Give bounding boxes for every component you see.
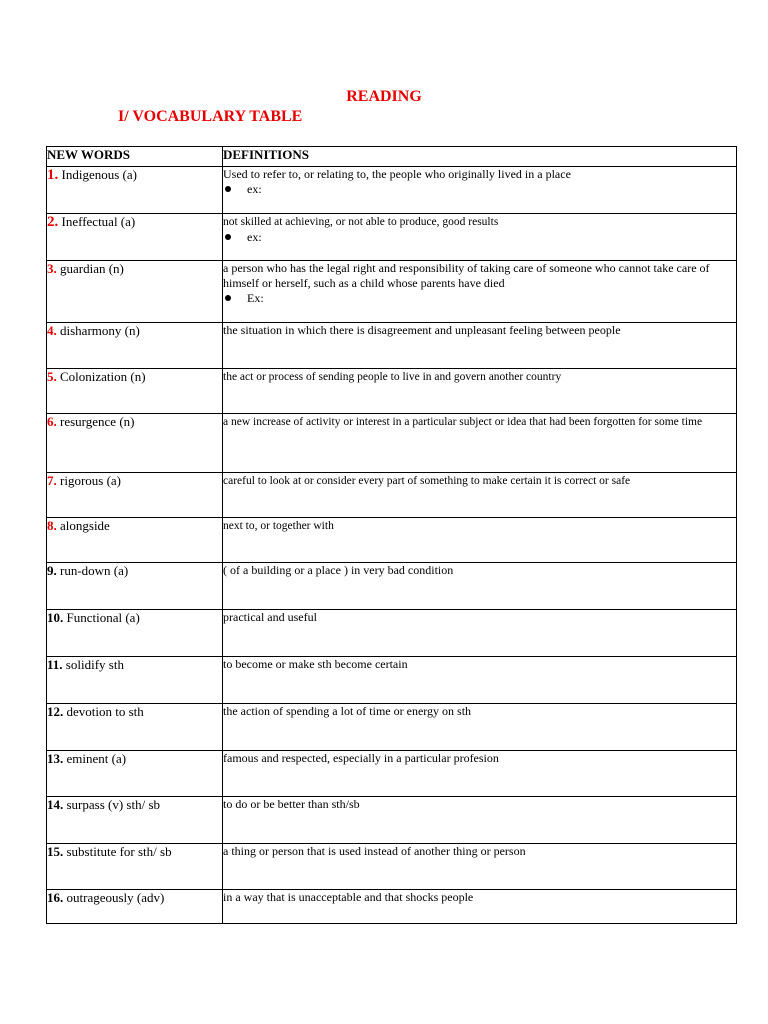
definition-text: ( of a building or a place ) in very bad condition bbox=[223, 563, 454, 577]
definition-text: a new increase of activity or interest in a particular subject or idea that had been forgotten for some time bbox=[223, 416, 703, 428]
row-number: 8. bbox=[47, 518, 57, 533]
definition-text: to become or make sth become certain bbox=[223, 657, 408, 671]
definition-text: Used to refer to, or relating to, the people who originally lived in a place bbox=[223, 167, 571, 181]
definition-text: famous and respected, especially in a particular profesion bbox=[223, 751, 499, 765]
table-header-row bbox=[47, 147, 737, 167]
table-row bbox=[47, 323, 737, 369]
definition-text: next to, or together with bbox=[223, 520, 334, 532]
vocabulary-table bbox=[46, 146, 737, 924]
word-cell bbox=[47, 657, 223, 704]
word-cell bbox=[47, 414, 223, 473]
row-number: 1. bbox=[47, 167, 59, 183]
table-row bbox=[47, 261, 737, 323]
document-title: READING bbox=[346, 88, 422, 105]
word-text: guardian (n) bbox=[60, 261, 124, 276]
word-text: rigorous (a) bbox=[60, 473, 122, 488]
example-bullet bbox=[223, 291, 736, 306]
example-text: ex: bbox=[247, 182, 262, 196]
word-cell bbox=[47, 563, 223, 610]
word-cell bbox=[47, 261, 223, 323]
definition-cell bbox=[223, 844, 737, 890]
table-row bbox=[47, 704, 737, 751]
word-text: Functional (a) bbox=[66, 610, 140, 625]
table-row bbox=[47, 563, 737, 610]
definition-cell bbox=[223, 704, 737, 751]
table-row bbox=[47, 751, 737, 797]
word-text: eminent (a) bbox=[66, 751, 127, 766]
definition-text: a person who has the legal right and responsibility of taking care of someone who cannot take care of himself or herself, such as a child whose parents have died bbox=[223, 261, 710, 290]
row-number: 7. bbox=[47, 473, 57, 488]
table-row bbox=[47, 657, 737, 704]
row-number: 15. bbox=[47, 844, 64, 859]
example-text: ex: bbox=[247, 230, 262, 244]
definition-cell bbox=[223, 369, 737, 414]
table-row bbox=[47, 167, 737, 214]
word-cell bbox=[47, 214, 223, 261]
definition-cell bbox=[223, 610, 737, 657]
word-text: Colonization (n) bbox=[60, 369, 146, 384]
word-cell bbox=[47, 323, 223, 369]
example-text: Ex: bbox=[247, 291, 264, 305]
word-text: alongside bbox=[60, 518, 110, 533]
definition-text: careful to look at or consider every part of something to make certain it is correct or safe bbox=[223, 475, 631, 487]
table-row bbox=[47, 414, 737, 473]
row-number: 2. bbox=[47, 214, 59, 230]
word-text: resurgence (n) bbox=[60, 414, 135, 429]
definition-text: the act or process of sending people to live in and govern another country bbox=[223, 371, 562, 383]
bullet-icon bbox=[225, 295, 231, 301]
definition-text: in a way that is unacceptable and that shocks people bbox=[223, 890, 474, 904]
definition-text: the situation in which there is disagreement and unpleasant feeling between people bbox=[223, 323, 621, 337]
row-number: 16. bbox=[47, 890, 64, 905]
row-number: 12. bbox=[47, 704, 64, 719]
definition-cell bbox=[223, 797, 737, 844]
example-bullet bbox=[223, 182, 736, 197]
definition-cell bbox=[223, 323, 737, 369]
word-cell bbox=[47, 751, 223, 797]
example-bullet bbox=[223, 230, 736, 245]
definition-cell bbox=[223, 751, 737, 797]
table-row bbox=[47, 369, 737, 414]
word-cell bbox=[47, 890, 223, 924]
table-row bbox=[47, 214, 737, 261]
word-text: disharmony (n) bbox=[60, 323, 140, 338]
word-cell bbox=[47, 473, 223, 518]
table-row bbox=[47, 890, 737, 924]
definition-cell bbox=[223, 890, 737, 924]
row-number: 6. bbox=[47, 414, 57, 429]
word-cell bbox=[47, 704, 223, 751]
word-text: outrageously (adv) bbox=[66, 890, 165, 905]
definition-cell bbox=[223, 518, 737, 563]
definition-text: practical and useful bbox=[223, 610, 317, 624]
word-text: Indigenous (a) bbox=[61, 167, 137, 182]
table-row bbox=[47, 610, 737, 657]
word-cell bbox=[47, 369, 223, 414]
row-number: 3. bbox=[47, 261, 57, 276]
definition-text: not skilled at achieving, or not able to produce, good results bbox=[223, 216, 499, 228]
column-header-new-words: NEW WORDS bbox=[47, 147, 223, 167]
word-cell bbox=[47, 797, 223, 844]
definition-cell bbox=[223, 657, 737, 704]
word-cell bbox=[47, 518, 223, 563]
definition-cell bbox=[223, 414, 737, 473]
word-cell bbox=[47, 610, 223, 657]
section-heading: I/ VOCABULARY TABLE bbox=[118, 108, 303, 125]
table-row bbox=[47, 518, 737, 563]
word-text: substitute for sth/ sb bbox=[66, 844, 172, 859]
definition-text: a thing or person that is used instead of another thing or person bbox=[223, 844, 526, 858]
definition-cell bbox=[223, 473, 737, 518]
word-text: surpass (v) sth/ sb bbox=[66, 797, 161, 812]
definition-text: to do or be better than sth/sb bbox=[223, 797, 360, 811]
definition-cell bbox=[223, 167, 737, 214]
definition-cell bbox=[223, 261, 737, 323]
word-text: run-down (a) bbox=[60, 563, 129, 578]
table-row bbox=[47, 797, 737, 844]
definition-cell bbox=[223, 563, 737, 610]
word-text: Ineffectual (a) bbox=[61, 214, 136, 229]
row-number: 5. bbox=[47, 369, 57, 384]
table-row bbox=[47, 844, 737, 890]
word-text: devotion to sth bbox=[66, 704, 144, 719]
table-row bbox=[47, 473, 737, 518]
word-cell bbox=[47, 167, 223, 214]
bullet-icon bbox=[225, 186, 231, 192]
row-number: 10. bbox=[47, 610, 64, 625]
word-text: solidify sth bbox=[65, 657, 124, 672]
row-number: 13. bbox=[47, 751, 64, 766]
word-cell bbox=[47, 844, 223, 890]
bullet-icon bbox=[225, 234, 231, 240]
row-number: 14. bbox=[47, 797, 64, 812]
definition-text: the action of spending a lot of time or energy on sth bbox=[223, 704, 472, 718]
row-number: 4. bbox=[47, 323, 57, 338]
row-number: 11. bbox=[47, 657, 63, 672]
row-number: 9. bbox=[47, 563, 57, 578]
column-header-definitions: DEFINITIONS bbox=[223, 147, 737, 167]
definition-cell bbox=[223, 214, 737, 261]
